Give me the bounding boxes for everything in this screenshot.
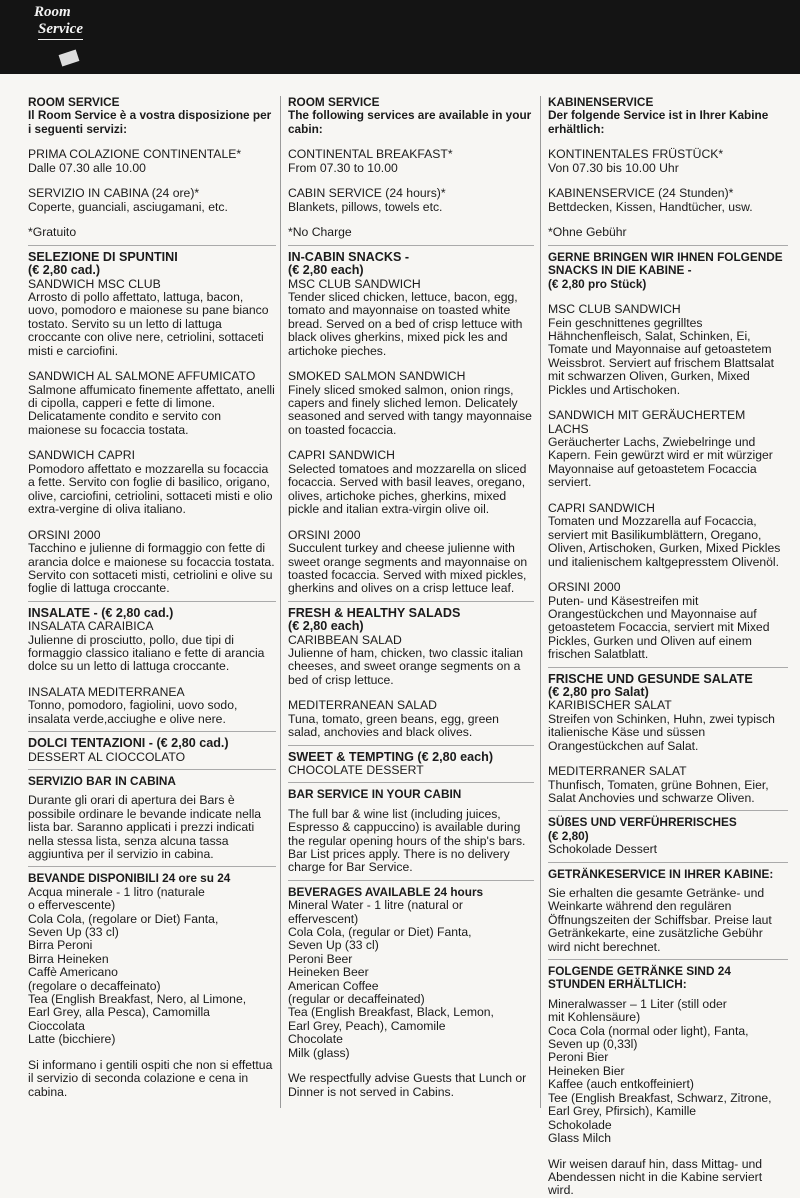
cabin-service-desc: Coperte, guanciali, asciugamani, etc. [28,199,228,214]
menu-item-desc: Julienne of ham, chicken, two classic italian cheeses, and sweet orange segments on a bed of crisp lettuce. [288,645,524,687]
list-item: Seven up (0,33l) [548,1037,638,1052]
breakfast-title: CONTINENTAL BREAKFAST* [288,147,453,162]
menu-item-name: Schokolade Dessert [548,842,658,857]
menu-item-desc: Tuna, tomato, green beans, egg, green salad, anchovies and black olives. [288,711,499,740]
list-item: Cola Cola, (regular or Diet) Fanta, [288,925,472,940]
menu-item-desc: Pomodoro affettato e mozzarella su focaccia a fette. Servito con foglie di basilico, origano, olive, carciofini, cetriolini, sottaceti misti e olio extra-vergine di oliva italiano. [28,461,273,517]
cabin-service-title: SERVIZIO IN CABINA (24 ore)* [28,186,200,201]
menu-item-name: CAPRI SANDWICH [548,500,655,515]
menu-item-name: SANDWICH MIT GERÄUCHERTEM LACHS [548,408,746,436]
list-item: Milk (glass) [288,1045,350,1060]
menu-item-desc: Tacchino e julienne di formaggio con fette di arancia dolce e maionese su focaccia tostata. Servito con sottaceti misti, cetriolini e olive su foglie di lattuga croccante. [28,541,275,596]
bar-service-desc: Durante gli orari di apertura dei Bars è possibile ordinare le bevande indicate nella lista bar. Saranno applicati i prezzi indicati nella stessa lista, senza alcuna tassa aggiuntiva per il servizio in cabina. [28,793,262,861]
cabin-meal-note: Si informano i gentili ospiti che non si effettua il servizio di seconda colazione e cena in cabina. [28,1057,273,1099]
bar-service-title: SERVIZIO BAR IN CABINA [28,773,176,788]
column-german [548,96,788,1198]
menu-item-desc: Selected tomatoes and mozzarella on sliced focaccia. Served with basil leaves, oregano, olives, artichoke piches, gherkins, mixed pickle and italian extra-virgin olive oil. [288,461,527,517]
salads-price: (€ 2,80 pro Salat) [548,684,649,699]
cabin-meal-note: We respectfully advise Guests that Lunch or Dinner is not served in Cabins. [288,1071,527,1099]
beverages-title: BEVERAGES AVAILABLE 24 hours [288,884,484,899]
menu-item-name: SMOKED SALMON SANDWICH [288,369,466,384]
menu-item-desc: Tomaten und Mozzarella auf Focaccia, serviert mit Basilikumblättern, Oregano, Oliven, Artischoken, Gurken, Mixed Pickles und italienischem kaltgepresstem Olivenöl. [548,514,781,569]
column-italian [28,96,276,1099]
list-item: Birra Peroni [28,938,93,953]
menu-item-desc: Geräucherter Lachs, Zwiebelringe und Kapern. Fein gewürzt wird er mit würziger Mayonnaise auf getoastetem Focaccia serviert. [548,435,773,490]
list-item: Kaffee (auch entkoffeiniert) [548,1077,694,1092]
list-item: Coca Cola (normal oder light), Fanta, [548,1023,749,1038]
list-item: o effervescente) [28,898,116,913]
list-item: Cola Cola, (regolare or Diet) Fanta, [28,911,219,926]
snacks-title: IN-CABIN SNACKS - [288,249,410,264]
divider [288,245,534,246]
menu-item-name: CAPRI SANDWICH [288,448,395,463]
menu-item-name: INSALATA CARAIBICA [28,619,154,634]
divider [548,862,788,863]
list-item: effervescent) [288,911,359,926]
menu-item-name: INSALATA MEDITERRANEA [28,684,185,699]
list-item: Earl Grey, Peach), Camomile [288,1018,446,1033]
section-title: ROOM SERVICE [288,95,380,109]
list-item: Cioccolata [28,1018,85,1033]
list-item: Mineral Water - 1 litre (natural or [288,898,463,913]
menu-item-name: DESSERT AL CIOCCOLATO [28,749,186,764]
breakfast-time: From 07.30 to 10.00 [288,160,398,175]
snacks-title: GERNE BRINGEN WIR IHNEN FOLGENDE SNACKS IN DIE KABINE - [548,249,783,278]
list-item: Acqua minerale - 1 litro (naturale [28,884,205,899]
menu-item-name: SANDWICH MSC CLUB [28,276,161,291]
divider [288,782,534,783]
divider [548,245,788,246]
beverage-list [28,886,276,1047]
divider [288,601,534,602]
logo-decoration [59,50,80,67]
list-item: (regular or decaffeinated) [288,992,425,1007]
menu-item-name: SANDWICH AL SALMONE AFFUMICATO [28,369,256,384]
list-item: Schokolade [548,1117,612,1132]
list-item: American Coffee [288,978,379,993]
logo-line1: Room [34,4,71,20]
cabin-service-title: KABINENSERVICE (24 Stunden)* [548,186,734,201]
section-intro: Il Room Service è a vostra disposizione per i seguenti servizi: [28,108,272,136]
menu-item-name: CHOCOLATE DESSERT [288,762,424,777]
column-divider [540,96,541,1108]
list-item: Glass Milch [548,1130,611,1145]
divider [548,810,788,811]
cabin-service-title: CABIN SERVICE (24 hours)* [288,186,446,201]
list-item: Peroni Bier [548,1050,609,1065]
list-item: Heineken Bier [548,1063,625,1078]
menu-item-name: ORSINI 2000 [548,580,621,595]
list-item: Heineken Beer [288,965,369,980]
section-intro: Der folgende Service ist in Ihrer Kabine erhältlich: [548,108,769,136]
salads-title: INSALATE - (€ 2,80 cad.) [28,605,174,620]
section-intro: The following services are available in your cabin: [288,108,532,136]
column-english [288,96,534,1099]
beverage-list [548,998,788,1145]
menu-item-desc: Salmone affumicato finemente affettato, anelli di cipolla, capperi e fette di limone. Delicatamente condito e servito con maionese su focaccia tostata. [28,382,275,437]
menu-item-desc: Tonno, pomodoro, fagiolini, uovo sodo, insalata verde,acciughe e olive nere. [28,698,238,726]
menu-item-desc: Finely sliced smoked salmon, onion rings, capers and finely sliched lemon. Delicately seasoned and served with tangy mayonnaise on toasted focaccia. [288,382,532,437]
menu-item-name: KARIBISCHER SALAT [548,698,672,713]
list-item: Earl Grey, alla Pesca), Camomilla [28,1005,210,1020]
list-item: Tee (English Breakfast, Schwarz, Zitrone, [548,1090,772,1105]
section-title: ROOM SERVICE [28,95,120,109]
menu-item-name: ORSINI 2000 [28,527,101,542]
bar-service-title: BAR SERVICE IN YOUR CABIN [288,787,462,802]
list-item: Birra Heineken [28,951,109,966]
list-item: Tea (English Breakfast, Black, Lemon, [288,1005,494,1020]
list-item: Chocolate [288,1032,343,1047]
section-title: KABINENSERVICE [548,95,654,109]
dessert-title: SÜßES UND VERFÜHRERISCHES [548,815,737,830]
menu-item-name: MEDITERRANER SALAT [548,764,687,779]
list-item: (regolare o decaffeinato) [28,978,161,993]
salads-title: FRISCHE UND GESUNDE SALATE [548,671,753,686]
menu-item-desc: Fein geschnittenes gegrilltes Hähnchenfleisch, Salat, Schinken, Ei, Tomate und Mayonnaise auf getoastetem Weissbrot. Serviert auf frischem Blattsalat mit schwarzen Oliven, Gurken, Mixed Pickles und Artischoken. [548,315,774,397]
menu-item-name: ORSINI 2000 [288,527,361,542]
divider [288,880,534,881]
footnote: *Gratuito [28,225,77,240]
breakfast-time: Von 07.30 bis 10.00 Uhr [548,160,679,175]
salads-title: FRESH & HEALTHY SALADS [288,605,461,620]
dessert-title: DOLCI TENTAZIONI - (€ 2,80 cad.) [28,736,229,751]
cabin-service-desc: Bettdecken, Kissen, Handtücher, usw. [548,199,753,214]
bar-service-desc: The full bar & wine list (including juices, Espresso & cappuccino) is available during the regular opening hours of the ship's bars. Bar List prices apply. There is no delivery charge for Bar Service. [288,806,526,875]
divider [288,745,534,746]
beverage-list [288,899,534,1060]
header-bar [0,0,800,74]
bar-service-title: GETRÄNKESERVICE IN IHRER KABINE: [548,866,774,881]
list-item: mit Kohlensäure) [548,1010,641,1025]
divider [28,601,276,602]
divider [28,866,276,867]
room-service-logo [34,4,83,40]
divider [548,959,788,960]
dessert-price: (€ 2,80) [548,828,589,843]
cabin-meal-note: Wir weisen darauf hin, dass Mittag- und Abendessen nicht in die Kabine serviert wird. [548,1156,763,1198]
menu-item-desc: Julienne di prosciutto, pollo, due tipi di formaggio classico italiano e fette di arancia dolce su un letto di lattuga croccante. [28,632,265,674]
snacks-price: (€ 2,80 each) [288,263,364,278]
footnote: *No Charge [288,225,352,240]
beverages-title: BEVANDE DISPONIBILI 24 ore su 24 [28,871,231,886]
bar-service-desc: Sie erhalten die gesamte Getränke- und Weinkarte während den regulären Öffnungszeiten der Schiffsbar. Preise laut Getränkekarte, eine zusätzliche Gebühr wird nicht berechnet. [548,886,772,954]
logo-line2: Service [38,21,83,40]
menu-item-name: SANDWICH CAPRI [28,448,135,463]
menu-item-desc: Succulent turkey and cheese julienne with sweet orange segments and mayonnaise on toasted focaccia. Served with mixed pickles, gherkins and olives on a crisp lettuce leaf. [288,541,528,596]
column-divider [280,96,281,1108]
menu-item-name: MSC CLUB SANDWICH [548,302,681,317]
menu-item-name: MEDITERRANEAN SALAD [288,698,437,713]
list-item: Earl Grey, Pfirsich), Kamille [548,1104,697,1119]
menu-item-desc: Puten- und Käsestreifen mit Orangestückchen und Mayonnaise auf getoastetem Focaccia, serviert mit Mixed Pickles, Gurken und Oliven auf einem frischen Salatblatt. [548,593,770,662]
list-item: Peroni Beer [288,951,353,966]
breakfast-time: Dalle 07.30 alle 10.00 [28,160,146,175]
list-item: Tea (English Breakfast, Nero, al Limone, [28,992,247,1007]
snacks-title: SELEZIONE DI SPUNTINI [28,249,178,264]
list-item: Mineralwasser – 1 Liter (still oder [548,996,727,1011]
dessert-title: SWEET & TEMPTING (€ 2,80 each) [288,749,494,764]
list-item: Seven Up (33 cl) [28,925,119,940]
list-item: Seven Up (33 cl) [288,938,379,953]
breakfast-title: PRIMA COLAZIONE CONTINENTALE* [28,147,242,162]
menu-item-desc: Thunfisch, Tomaten, grüne Bohnen, Eier, Salat Anchovies und schwarze Oliven. [548,777,769,805]
divider [28,245,276,246]
divider [28,769,276,770]
menu-item-desc: Arrosto di pollo affettato, lattuga, bacon, uovo, pomodoro e maionese su pane bianco tostato. Servito su un letto di lattuga croccante con olive nere, cetriolini, sottaceti misti e carciofini. [28,290,269,358]
divider [548,667,788,668]
list-item: Latte (bicchiere) [28,1032,116,1047]
breakfast-title: KONTINENTALES FRÜSTÜCK* [548,147,724,162]
snacks-price: (€ 2,80 pro Stück) [548,276,647,291]
menu-item-name: CARIBBEAN SALAD [288,632,402,647]
beverages-title: FOLGENDE GETRÄNKE SIND 24 STUNDEN ERHÄLTLICH: [548,964,731,992]
divider [28,731,276,732]
menu-item-desc: Streifen von Schinken, Huhn, zwei typisch italienische Käse und süssen Orangestückchen auf Salat. [548,711,775,753]
menu-item-desc: Tender sliced chicken, lettuce, bacon, egg, tomato and mayonnaise on toasted white bread. Served on a bed of crisp lettuce with black olives gherkins, mixed pick les and artichoke pieches. [288,290,523,358]
salads-price: (€ 2,80 each) [288,619,364,634]
list-item: Caffè Americano [28,965,118,980]
snacks-price: (€ 2,80 cad.) [28,263,101,278]
cabin-service-desc: Blankets, pillows, towels etc. [288,199,443,214]
footnote: *Ohne Gebühr [548,225,627,240]
menu-item-name: MSC CLUB SANDWICH [288,276,421,291]
